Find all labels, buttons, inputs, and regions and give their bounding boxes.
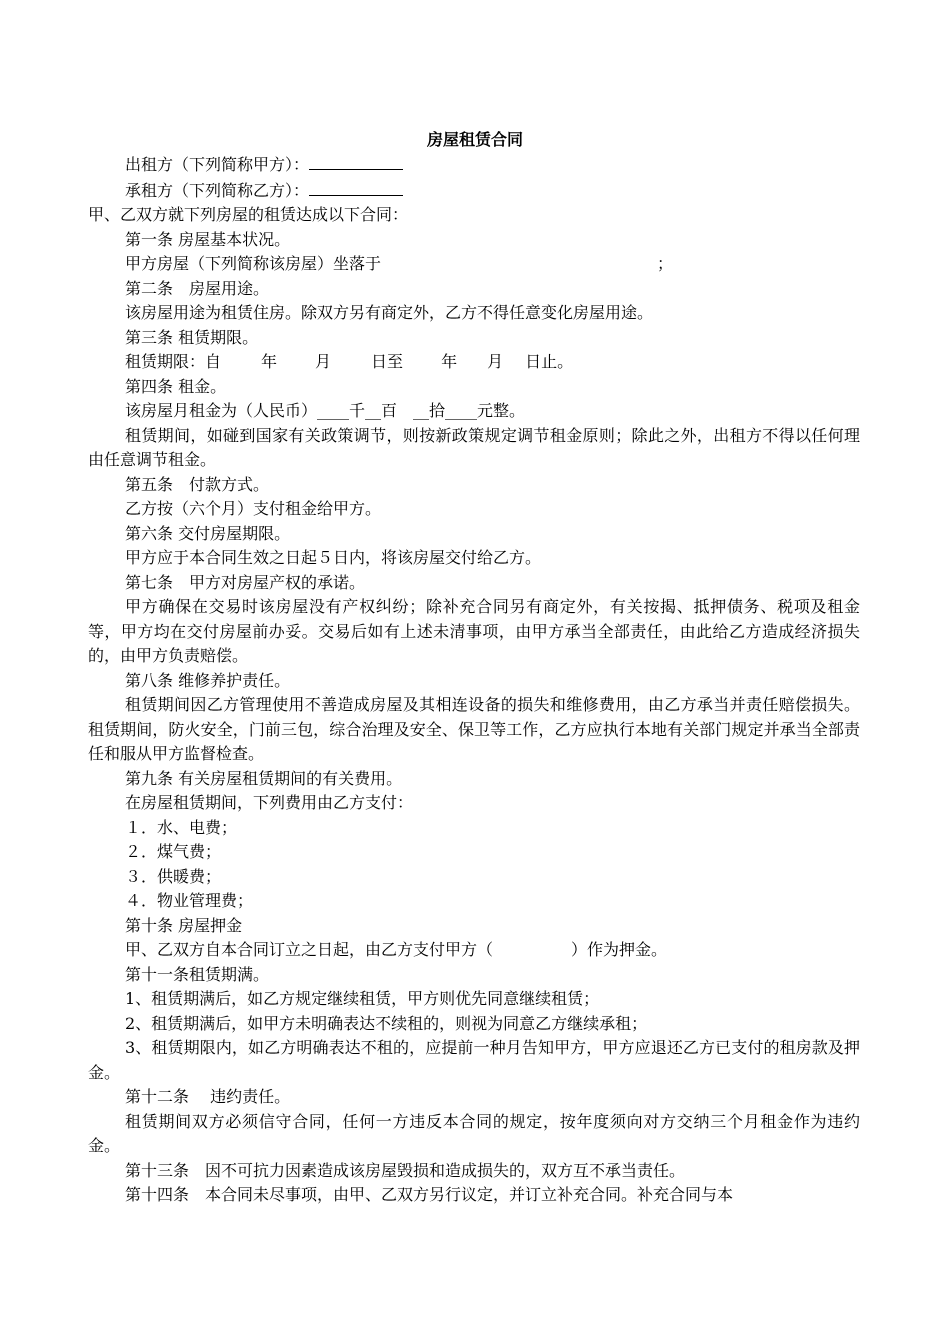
art1-heading: 第一条 房屋基本状况。 xyxy=(125,229,291,249)
art1-text: 甲方房屋（下列简称该房屋）坐落于 xyxy=(125,254,382,273)
art3-period-line xyxy=(88,350,860,375)
art3-label: 租赁期限：自 xyxy=(125,352,222,371)
art6-text: 甲方应于本合同生效之日起５日内，将该房屋交付给乙方。 xyxy=(125,548,542,567)
art12-text: 租赁期间双方必须信守合同，任何一方违反本合同的规定，按年度须向对方交纳三个月租金作为违约金。 xyxy=(88,1111,860,1155)
intro: 甲、乙双方就下列房屋的租赁达成以下合同： xyxy=(88,205,409,224)
art13-text: 第十三条 因不可抗力因素造成该房屋毁损和造成损失的，双方互不承当责任。 xyxy=(125,1160,686,1180)
lessor-blank[interactable] xyxy=(309,152,403,170)
lessor-label: 出租方（下列简称甲方）： xyxy=(125,155,310,174)
art2-heading: 第二条 房屋用途。 xyxy=(125,278,270,298)
art4-para: 租赁期间，如碰到国家有关政策调节，则按新政策规定调节租金原则；除此之外，出租方不得以任何理由任意调节租金。 xyxy=(88,425,860,469)
list-item: ４．物业管理费； xyxy=(125,891,254,910)
art14-text: 第十四条 本合同未尽事项，由甲、乙双方另行议定，并订立补充合同。补充合同与本 xyxy=(125,1185,734,1204)
lessee-line xyxy=(88,178,860,204)
art10-text-line xyxy=(88,938,860,963)
art2-text: 该房屋用途为租赁住房。除双方另有商定外，乙方不得任意变化房屋用途。 xyxy=(125,303,654,322)
lessor-line xyxy=(88,152,860,178)
art3-end: 日止。 xyxy=(525,352,574,371)
art3-month: 月 xyxy=(315,352,332,371)
art3-year: 年 xyxy=(261,352,278,371)
art5-heading: 第五条 付款方式。 xyxy=(125,474,270,494)
list-item: 1、租赁期满后，如乙方规定继续租赁，甲方则优先同意继续租赁； xyxy=(125,989,600,1008)
art9-text: 在房屋租赁期间，下列费用由乙方支付： xyxy=(125,793,414,812)
art10-text-b: ）作为押金。 xyxy=(571,940,668,959)
document-title: 房屋租赁合同 xyxy=(426,130,523,149)
art1-end: ； xyxy=(657,254,674,273)
list-item: 2、租赁期满后，如甲方未明确表达不续租的，则视为同意乙方继续承租； xyxy=(125,1013,648,1033)
art12-heading: 第十二条 违约责任。 xyxy=(125,1087,291,1106)
art9-heading: 第九条 有关房屋租赁期间的有关费用。 xyxy=(125,768,403,788)
art6-heading: 第六条 交付房屋期限。 xyxy=(125,523,291,543)
art3-month2: 月 xyxy=(487,352,504,371)
art8-heading: 第八条 维修养护责任。 xyxy=(125,670,291,690)
art5-text: 乙方按（六个月）支付租金给甲方。 xyxy=(125,499,382,518)
contract-body xyxy=(88,152,860,1208)
art4-text: 该房屋月租金为（人民币）____千__百 __拾____元整。 xyxy=(125,401,526,420)
art3-heading: 第三条 租赁期限。 xyxy=(125,327,259,347)
art3-day-to: 日至 xyxy=(371,352,404,371)
list-item: ３．供暖费； xyxy=(125,866,222,886)
list-item: １．水、电费； xyxy=(125,817,238,837)
art11-heading: 第十一条租赁期满。 xyxy=(125,964,270,984)
lessee-blank[interactable] xyxy=(309,178,403,196)
list-item: ２．煤气费； xyxy=(125,842,222,861)
art1-text-line xyxy=(88,252,860,277)
art7-heading: 第七条 甲方对房屋产权的承诺。 xyxy=(125,572,366,592)
lessee-label: 承租方（下列简称乙方）： xyxy=(125,180,310,200)
list-item: 3、租赁期限内，如乙方明确表达不租的，应提前一种月告知甲方，甲方应退还乙方已支付的租房款及押金。 xyxy=(88,1038,860,1082)
art3-year2: 年 xyxy=(441,352,458,371)
art10-heading: 第十条 房屋押金 xyxy=(125,915,243,935)
art8-text: 租赁期间因乙方管理使用不善造成房屋及其相连设备的损失和维修费用，由乙方承当并责任赔偿损失。租赁期间，防火安全，门前三包，综合治理及安全、保卫等工作，乙方应执行本地有关部门规定并承当全部责任和服从甲方监督检查。 xyxy=(88,695,860,763)
art10-text-a: 甲、乙双方自本合同订立之日起，由乙方支付甲方（ xyxy=(125,940,494,959)
art7-text: 甲方确保在交易时该房屋没有产权纠纷；除补充合同另有商定外，有关按揭、抵押债务、税项及租金等，甲方均在交付房屋前办妥。交易后如有上述未清事项，由甲方承当全部责任，由此给乙方造成经济损失的，由甲方负责赔偿。 xyxy=(88,597,860,665)
art4-heading: 第四条 租金。 xyxy=(125,376,227,396)
